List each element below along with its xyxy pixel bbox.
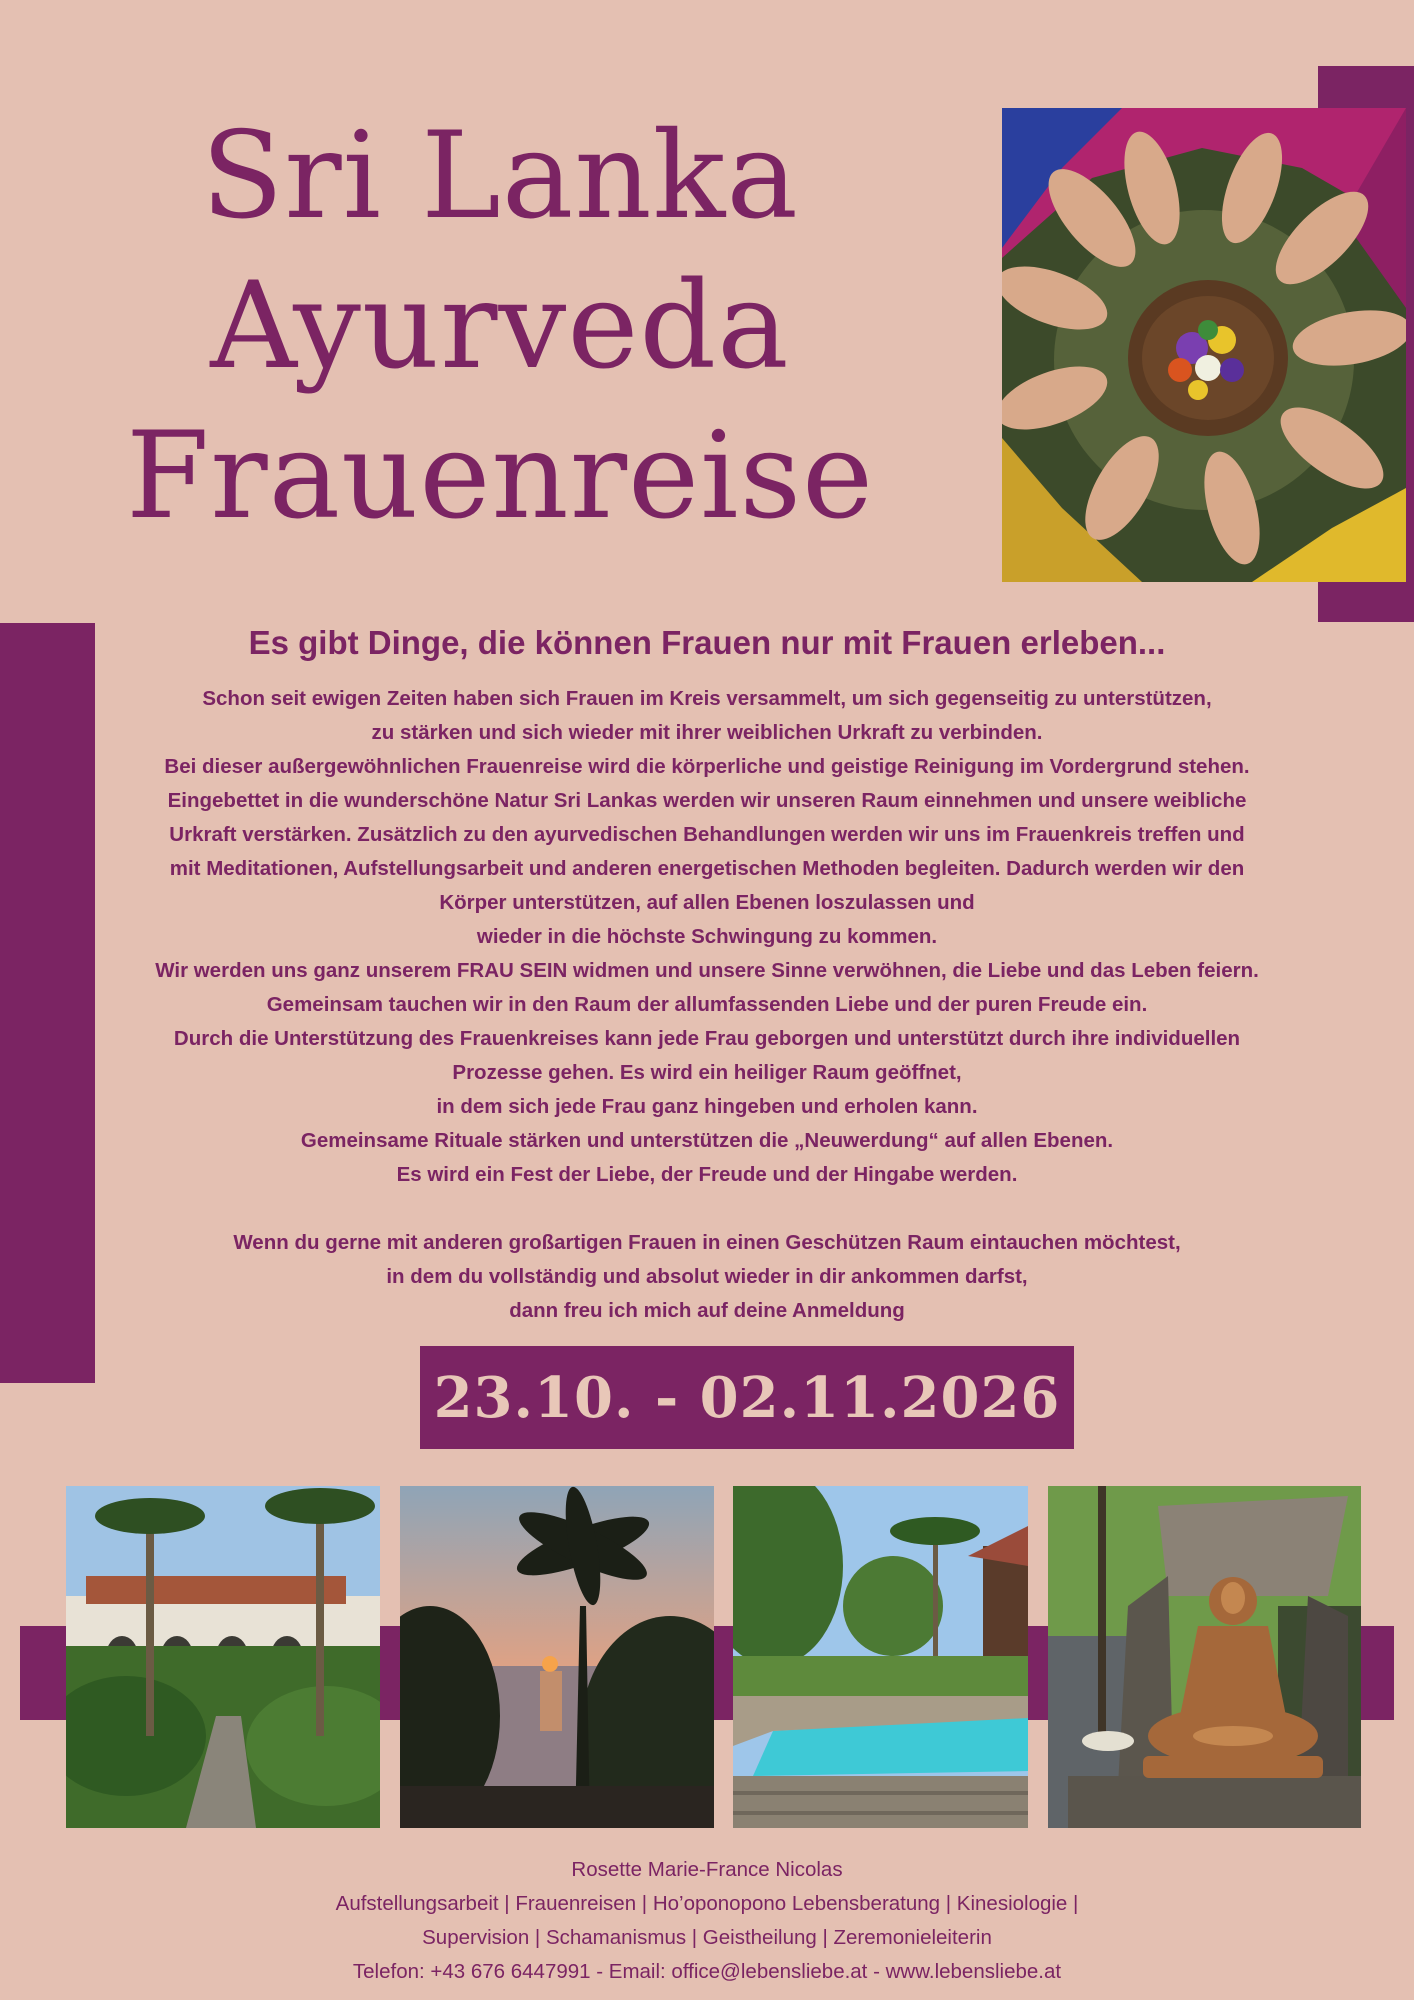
buddha-statue-photo [1048, 1486, 1361, 1828]
subtitle: Es gibt Dinge, die können Frauen nur mit Frauen erleben... [248, 624, 1166, 661]
title-line: Ayurveda [210, 257, 790, 396]
footer-name: Rosette Marie-France Nicolas [571, 1858, 843, 1881]
title-line: Sri Lanka [201, 107, 799, 246]
garden-villa-photo [66, 1486, 380, 1828]
decorative-band-left [0, 623, 95, 1383]
body-line: Es wird ein Fest der Liebe, der Freude und der Hingabe werden. [396, 1163, 1018, 1186]
paragraph-gap [95, 1192, 1319, 1226]
body-line: Prozesse gehen. Es wird ein heiliger Raum geöffnet, [452, 1061, 962, 1084]
body-line: Eingebettet in die wunderschöne Natur Sri Lankas werden wir unseren Raum einnehmen und unsere weibliche [167, 789, 1247, 812]
body-line: Gemeinsame Rituale stärken und unterstützen die „Neuwerdung“ auf allen Ebenen. [300, 1129, 1114, 1152]
body-line: zu stärken und sich wieder mit ihrer weiblichen Urkraft zu verbinden. [371, 721, 1043, 744]
body-line: in dem sich jede Frau ganz hingeben und erholen kann. [436, 1095, 978, 1118]
henna-hands-photo [1002, 108, 1406, 582]
body-line: mit Meditationen, Aufstellungsarbeit und anderen energetischen Methoden begleiten. Dadurch werden wir den [169, 857, 1245, 880]
body-line: Bei dieser außergewöhnlichen Frauenreise wird die körperliche und geistige Reinigung im Vordergrund stehen. [164, 755, 1250, 778]
footer [95, 1853, 1319, 1989]
body-line: Gemeinsam tauchen wir in den Raum der allumfassenden Liebe und der puren Freude ein. [266, 993, 1148, 1016]
page-title [60, 102, 940, 552]
closing-line: dann freu ich mich auf deine Anmeldung [509, 1299, 905, 1322]
pool-garden-photo [733, 1486, 1028, 1828]
date-range: 23.10. - 02.11.2026 [433, 1364, 1061, 1431]
footer-contact: Telefon: +43 676 6447991 - Email: office@lebensliebe.at - www.lebensliebe.at [352, 1960, 1062, 1983]
body-line: Körper unterstützen, auf allen Ebenen loszulassen und [439, 891, 975, 914]
body-line: Urkraft verstärken. Zusätzlich zu den ayurvedischen Behandlungen werden wir uns im Frauenkreis treffen und [169, 823, 1245, 846]
footer-services: Supervision | Schamanismus | Geistheilung | Zeremonieleiterin [422, 1926, 992, 1949]
body-line: Wir werden uns ganz unserem FRAU SEIN widmen und unsere Sinne verwöhnen, die Liebe und das Leben feiern. [155, 959, 1259, 982]
closing-line: in dem du vollständig und absolut wieder in dir ankommen darfst, [386, 1265, 1028, 1288]
footer-services: Aufstellungsarbeit | Frauenreisen | Ho’oponopono Lebensberatung | Kinesiologie | [335, 1892, 1079, 1915]
body-line: Schon seit ewigen Zeiten haben sich Frauen im Kreis versammelt, um sich gegenseitig zu unterstützen, [202, 687, 1212, 710]
body-line: wieder in die höchste Schwingung zu kommen. [476, 925, 938, 948]
intro-text [95, 682, 1319, 1328]
closing-line: Wenn du gerne mit anderen großartigen Frauen in einen Geschützen Raum eintauchen möchtest, [233, 1231, 1181, 1254]
beach-sunset-photo [400, 1486, 714, 1828]
body-line: Durch die Unterstützung des Frauenkreises kann jede Frau geborgen und unterstützt durch ihre individuellen [173, 1027, 1241, 1050]
date-banner [420, 1346, 1074, 1449]
title-line: Frauenreise [125, 407, 875, 546]
